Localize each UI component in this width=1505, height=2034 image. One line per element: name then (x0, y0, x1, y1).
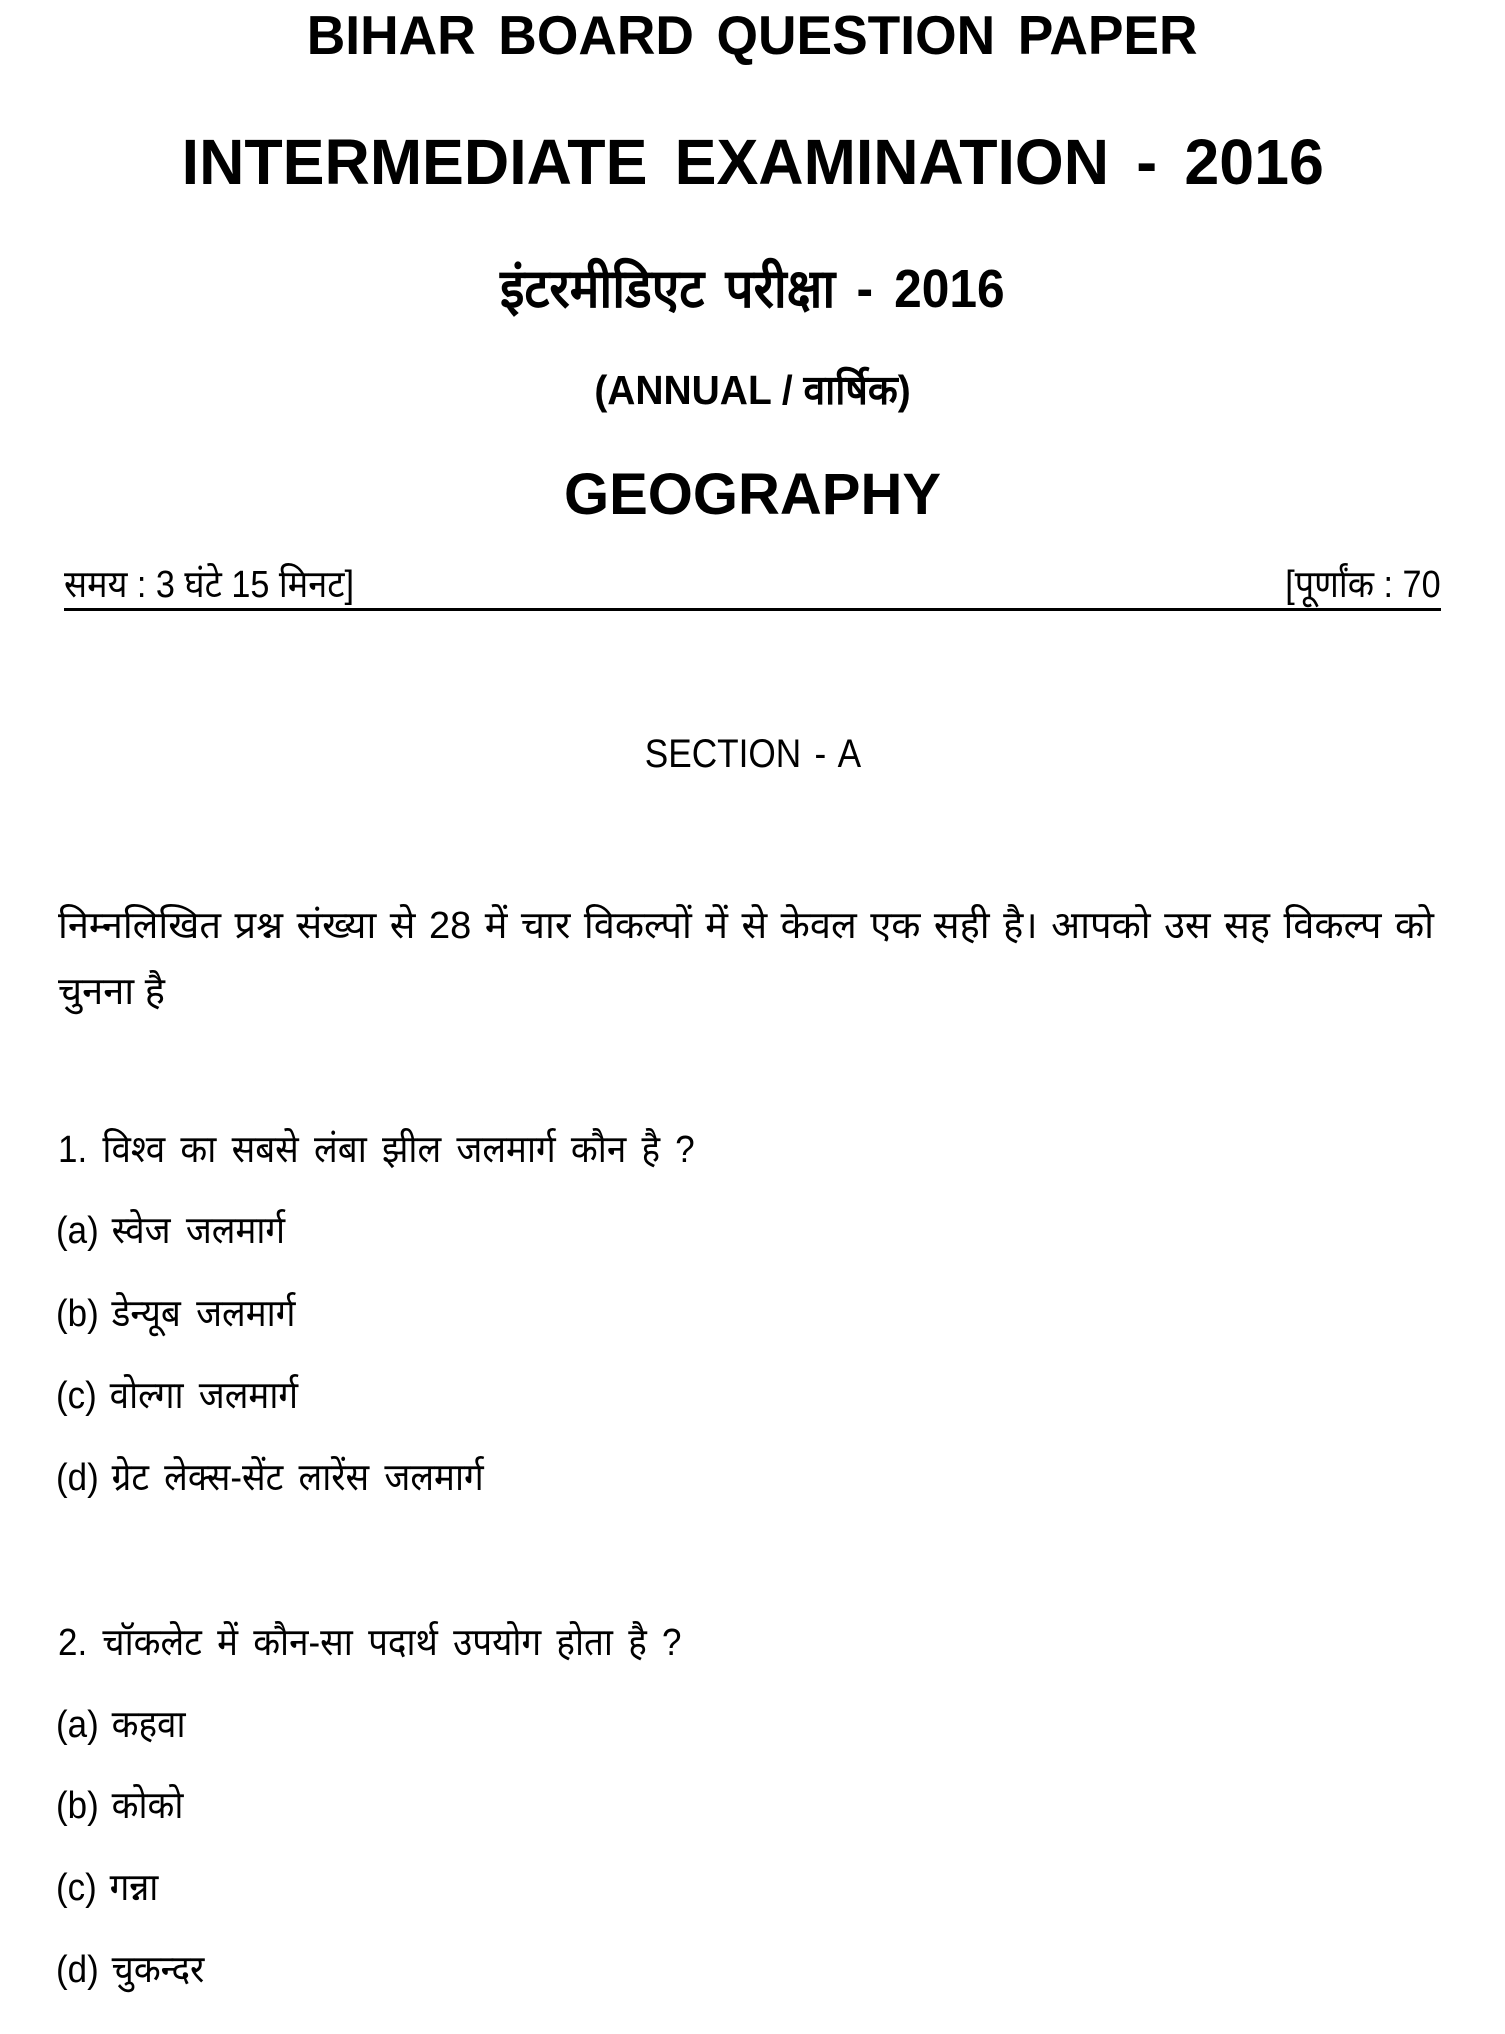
option-text: डेन्यूब जलमार्ग (111, 1293, 296, 1335)
option-text: स्वेज जलमार्ग (111, 1210, 286, 1252)
time-marks-row (64, 566, 1441, 611)
option-label: (a) (56, 1704, 99, 1746)
exam-session (0, 367, 1505, 413)
question-2-option-d (56, 1951, 217, 1989)
question-2-option-b (56, 1787, 195, 1825)
option-label: (c) (56, 1375, 97, 1417)
exam-title-english-text: INTERMEDIATE EXAMINATION - 2016 (181, 126, 1324, 198)
question-2-option-c (56, 1869, 167, 1907)
question-number: 2. (58, 1622, 88, 1664)
exam-title-hindi (0, 259, 1505, 319)
option-label: (c) (56, 1867, 97, 1909)
option-label: (b) (56, 1293, 99, 1335)
option-text: कोको (111, 1785, 184, 1827)
option-text: वोल्गा जलमार्ग (109, 1375, 299, 1417)
option-text: कहवा (111, 1704, 186, 1746)
board-title (0, 4, 1505, 66)
exam-session-text: (ANNUAL / वार्षिक) (594, 367, 911, 413)
question-1 (58, 1131, 750, 1169)
option-label: (a) (56, 1210, 99, 1252)
section-heading (0, 734, 1505, 774)
question-1-option-b (56, 1295, 316, 1333)
section-instructions: निम्नलिखित प्रश्न संख्या से 28 में चार विकल्पों में से केवल एक सही है। आपको उस सह विकल्प को चुनना है (58, 905, 1434, 1013)
question-2-option-a (56, 1706, 197, 1744)
exam-title-english (0, 126, 1505, 198)
option-text: गन्ना (109, 1867, 159, 1909)
section-heading-text: SECTION - A (644, 732, 861, 776)
subject-title-text: GEOGRAPHY (563, 462, 942, 527)
question-text: चॉकलेट में कौन-सा पदार्थ उपयोग होता है ? (102, 1622, 682, 1664)
option-label: (d) (56, 1949, 99, 1991)
option-text: ग्रेट लेक्स-सेंट लारेंस जलमार्ग (111, 1457, 484, 1499)
option-label: (b) (56, 1785, 99, 1827)
question-1-option-a (56, 1212, 305, 1250)
time-allowed (64, 566, 386, 604)
board-title-text: BIHAR BOARD QUESTION PAPER (307, 4, 1198, 66)
question-number: 1. (58, 1129, 88, 1171)
full-marks-text: [पूर्णांक : 70 (1285, 564, 1441, 606)
exam-title-hindi-text: इंटरमीडिएट परीक्षा - 2016 (500, 259, 1005, 319)
time-allowed-text: समय : 3 घंटे 15 मिनट] (64, 564, 354, 606)
question-2 (58, 1624, 736, 1662)
option-label: (d) (56, 1457, 99, 1499)
full-marks (1268, 566, 1441, 604)
question-1-option-d (56, 1459, 521, 1497)
option-text: चुकन्दर (111, 1949, 205, 1991)
question-1-option-c (56, 1377, 319, 1415)
question-text: विश्व का सबसे लंबा झील जलमार्ग कौन है ? (102, 1129, 695, 1171)
subject-title (0, 462, 1505, 527)
